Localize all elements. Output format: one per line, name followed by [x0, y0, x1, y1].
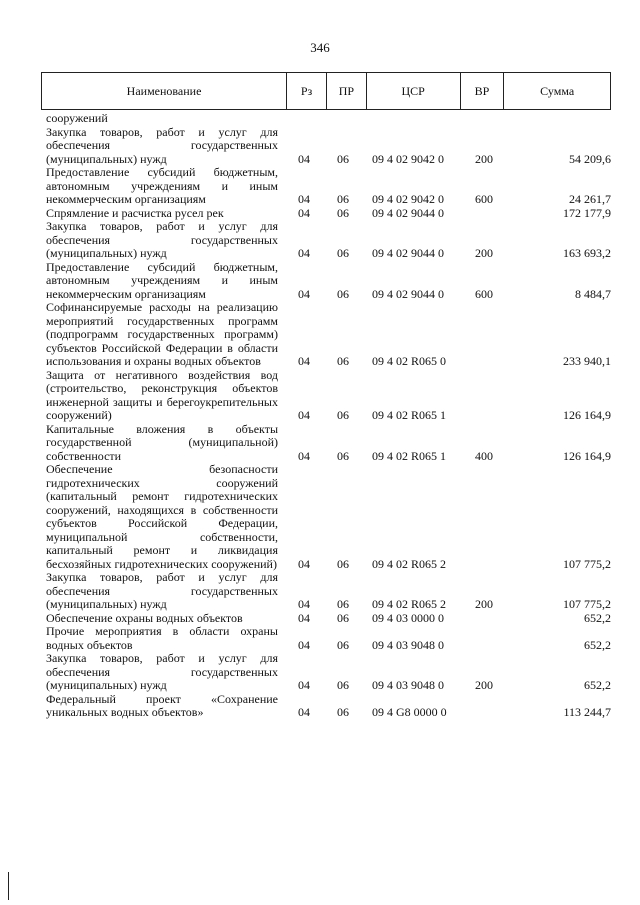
- table-row: [46, 207, 611, 221]
- row-vr: 200: [475, 246, 493, 260]
- row-pr: 06: [337, 705, 349, 719]
- row-csr: 09 4 02 9044 0: [372, 286, 444, 301]
- table-row: [46, 301, 611, 369]
- row-rz: 04: [298, 354, 310, 368]
- table-header: [41, 72, 611, 110]
- row-rz: 04: [298, 192, 310, 206]
- row-csr: 09 4 02 9042 0: [372, 192, 444, 206]
- table-body: [46, 112, 611, 720]
- row-name: Капитальные вложения в объекты государственной (муниципальной) собственности: [46, 421, 278, 463]
- row-name: Закупка товаров, работ и услуг для обеспечения государственных (муниципальных) нужд: [46, 651, 278, 692]
- row-name: Обеспечение охраны водных объектов: [46, 610, 243, 625]
- row-pr: 06: [337, 246, 349, 260]
- table-row: [46, 625, 611, 652]
- row-name: Софинансируемые расходы на реализацию мероприятий государственных программ (подпрограмм государственных программ) субъектов Российской Федерации в области использования и охраны водных объектов: [46, 300, 278, 368]
- row-pr: 06: [337, 610, 349, 625]
- row-csr: 09 4 03 9048 0: [372, 637, 444, 652]
- row-csr: 09 4 02 R065 2: [372, 556, 447, 571]
- row-name: Предоставление субсидий бюджетным, автономным учреждениям и иным некоммерческим организациям: [46, 165, 278, 206]
- row-sum: 163 693,2: [563, 246, 611, 260]
- row-name: Прочие мероприятия в области охраны водных объектов: [46, 624, 278, 652]
- row-name: Спрямление и расчистка русел рек: [46, 205, 224, 220]
- row-vr: 600: [475, 192, 493, 206]
- row-sum: 652,2: [584, 637, 611, 652]
- row-rz: 04: [298, 556, 310, 571]
- row-name: Закупка товаров, работ и услуг для обеспечения государственных (муниципальных) нужд: [46, 570, 278, 611]
- row-csr: 09 4 03 9048 0: [372, 678, 444, 692]
- row-pr: 06: [337, 597, 349, 611]
- margin-mark: [8, 872, 9, 900]
- row-pr: 06: [337, 151, 349, 166]
- table-row: [46, 463, 611, 571]
- header-vr: ВР: [461, 73, 505, 109]
- row-pr: 06: [337, 556, 349, 571]
- row-rz: 04: [298, 246, 310, 260]
- row-sum: 107 775,2: [563, 556, 611, 571]
- row-vr: 200: [475, 597, 493, 611]
- row-csr: 09 4 G8 0000 0: [372, 705, 447, 719]
- table-row: [46, 612, 611, 626]
- table-row: [46, 423, 611, 464]
- row-pr: 06: [337, 637, 349, 652]
- row-rz: 04: [298, 597, 310, 611]
- row-name: Защита от негативного воздействия вод (строительство, реконструкция объектов инженерной защиты и берегоукрепительных сооружений): [46, 367, 278, 422]
- row-csr: 09 4 02 9044 0: [372, 205, 444, 220]
- table-row: [46, 652, 611, 693]
- table-row: [46, 126, 611, 167]
- row-rz: 04: [298, 678, 310, 692]
- row-pr: 06: [337, 678, 349, 692]
- row-name: Федеральный проект «Сохранение уникальных водных объектов»: [46, 691, 278, 719]
- row-vr: 400: [475, 448, 493, 463]
- row-name: Закупка товаров, работ и услуг для обеспечения государственных (муниципальных) нужд: [46, 219, 278, 260]
- row-vr: 600: [475, 286, 493, 301]
- table-row: [46, 112, 611, 126]
- row-pr: 06: [337, 354, 349, 368]
- row-csr: 09 4 02 9044 0: [372, 246, 444, 260]
- row-rz: 04: [298, 286, 310, 301]
- row-name: Предоставление субсидий бюджетным, автономным учреждениям и иным некоммерческим организациям: [46, 259, 278, 301]
- row-pr: 06: [337, 448, 349, 463]
- page-number: 346: [310, 40, 330, 55]
- row-rz: 04: [298, 448, 310, 463]
- row-csr: 09 4 02 9042 0: [372, 151, 444, 166]
- row-sum: 54 209,6: [569, 151, 611, 166]
- row-sum: 126 164,9: [563, 408, 611, 422]
- row-rz: 04: [298, 610, 310, 625]
- row-rz: 04: [298, 205, 310, 220]
- header-rz: Рз: [287, 73, 327, 109]
- row-csr: 09 4 02 R065 0: [372, 354, 447, 368]
- row-vr: 200: [475, 151, 493, 166]
- row-sum: 24 261,7: [569, 192, 611, 206]
- row-name: Закупка товаров, работ и услуг для обеспечения государственных (муниципальных) нужд: [46, 124, 278, 166]
- header-sum: Сумма: [540, 83, 575, 98]
- row-sum: 172 177,9: [563, 205, 611, 220]
- row-name: Обеспечение безопасности гидротехнических сооружений (капитальный ремонт гидротехнических сооружений, находящихся в собственности субъектов Российской Федерации, муниципальной собственности, капитальный ремонт и ликвидация бесхозяйных гидротехнических сооружений): [46, 462, 278, 571]
- row-sum: 113 244,7: [563, 705, 611, 719]
- row-sum: 8 484,7: [575, 286, 611, 301]
- row-pr: 06: [337, 205, 349, 220]
- table-row: [46, 220, 611, 261]
- row-sum: 652,2: [584, 610, 611, 625]
- table-row: [46, 166, 611, 207]
- row-csr: 09 4 03 0000 0: [372, 610, 444, 625]
- row-rz: 04: [298, 705, 310, 719]
- row-sum: 126 164,9: [563, 448, 611, 463]
- table-row: [46, 571, 611, 612]
- table-row: [46, 369, 611, 423]
- row-vr: 200: [475, 678, 493, 692]
- table-row: [46, 693, 611, 720]
- row-sum: 233 940,1: [563, 354, 611, 368]
- row-csr: 09 4 02 R065 1: [372, 448, 447, 463]
- row-sum: 107 775,2: [563, 597, 611, 611]
- row-pr: 06: [337, 286, 349, 301]
- table-row: [46, 261, 611, 302]
- row-name: сооружений: [46, 111, 108, 125]
- row-csr: 09 4 02 R065 1: [372, 408, 447, 422]
- header-csr: ЦСР: [367, 73, 461, 109]
- row-pr: 06: [337, 192, 349, 206]
- header-pr: ПР: [327, 73, 367, 109]
- row-rz: 04: [298, 151, 310, 166]
- header-name: Наименование: [42, 73, 287, 109]
- row-sum: 652,2: [584, 678, 611, 692]
- row-csr: 09 4 02 R065 2: [372, 597, 447, 611]
- row-pr: 06: [337, 408, 349, 422]
- row-rz: 04: [298, 408, 310, 422]
- row-rz: 04: [298, 637, 310, 652]
